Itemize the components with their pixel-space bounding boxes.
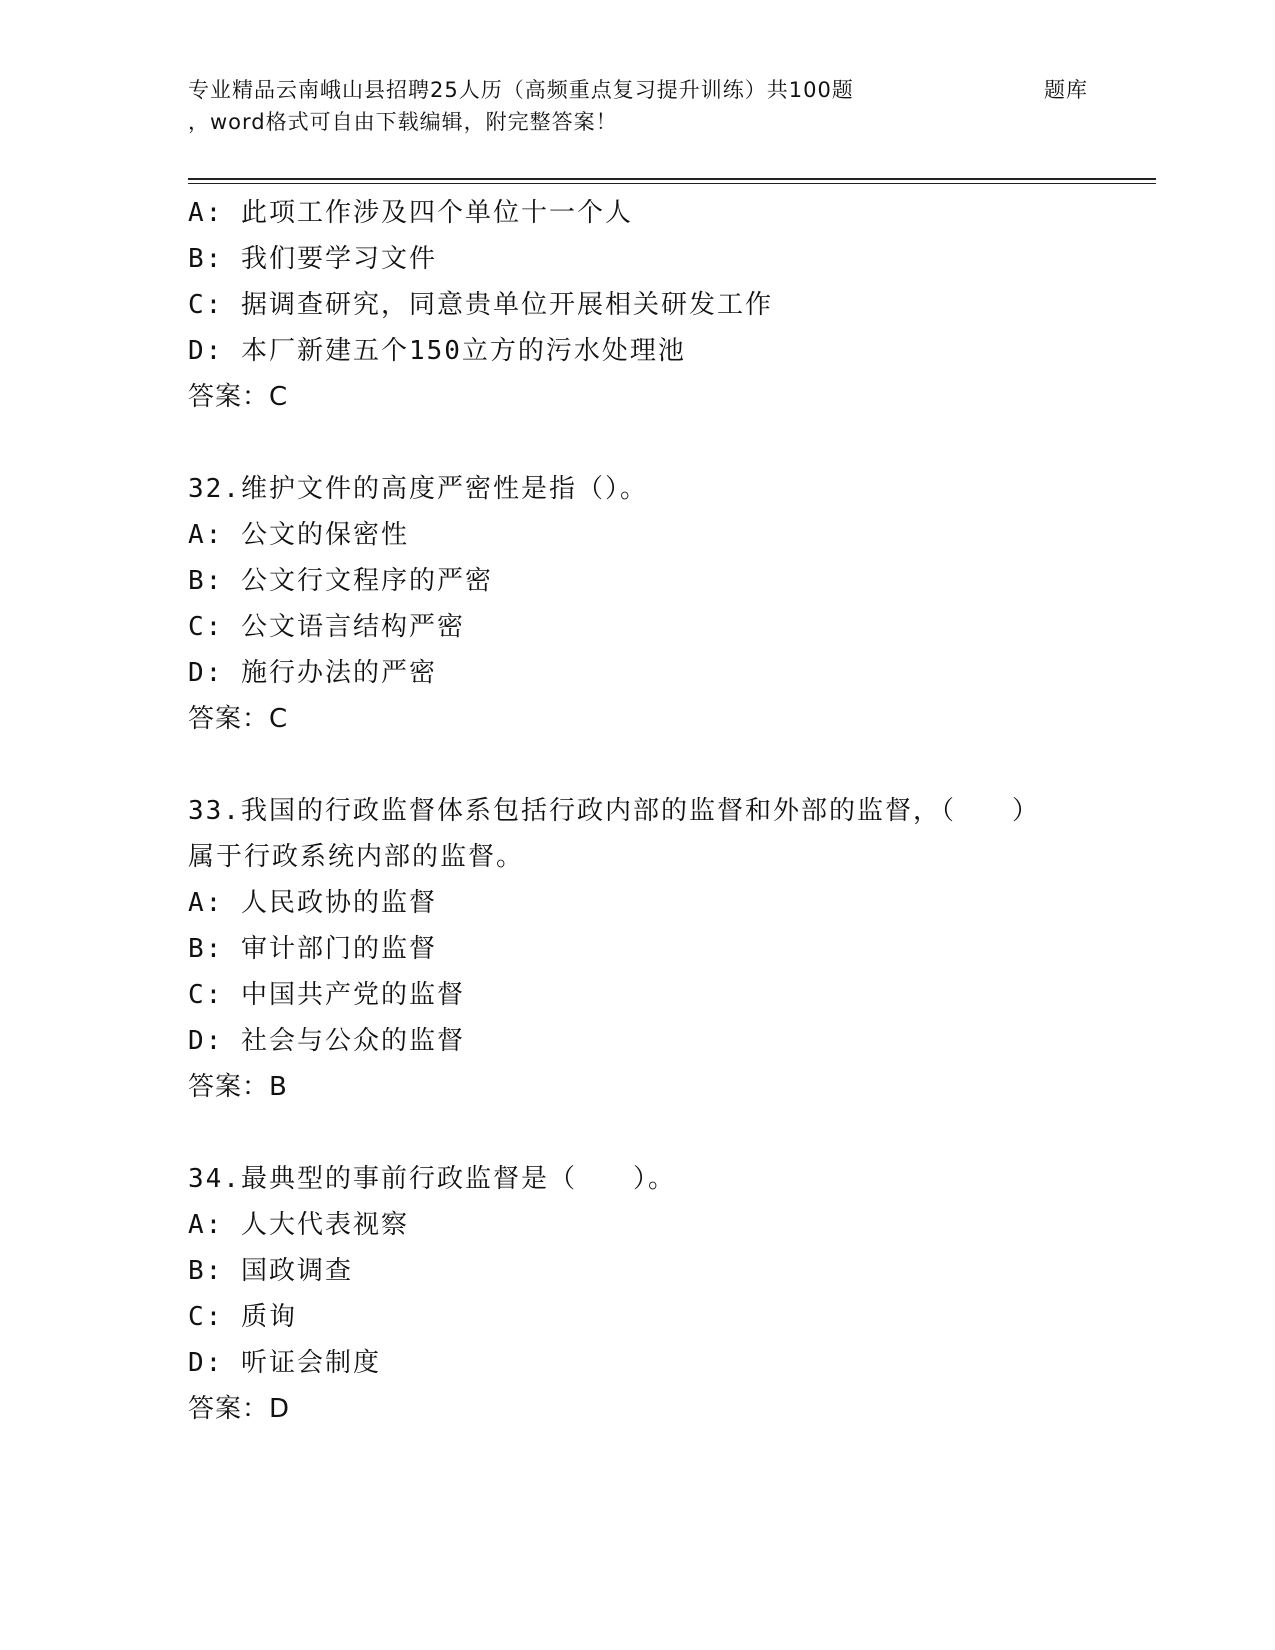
question-text-line2: 属于行政系统内部的监督。 — [188, 842, 525, 872]
answer-text: 答案：C — [188, 382, 289, 412]
option-c: C: 据调查研究，同意贵单位开展相关研发工作 — [188, 290, 773, 320]
option-a: A: 公文的保密性 — [188, 520, 409, 550]
question-33 — [188, 788, 1148, 1110]
question-text: 34.最典型的事前行政监督是（ ）。 — [188, 1164, 676, 1194]
option-a: A: 人大代表视察 — [188, 1210, 409, 1240]
spacer — [188, 742, 1148, 788]
header-divider-thick — [188, 178, 1156, 180]
question-text-line1: 33.我国的行政监督体系包括行政内部的监督和外部的监督，（ ） — [188, 796, 1040, 826]
option-b: B: 国政调查 — [188, 1256, 353, 1286]
option-b: B: 公文行文程序的严密 — [188, 566, 493, 596]
spacer — [188, 420, 1148, 466]
option-b: B: 审计部门的监督 — [188, 934, 437, 964]
header-title-right: 题库 — [1044, 78, 1088, 102]
option-d: D: 施行办法的严密 — [188, 658, 437, 688]
question-32 — [188, 466, 1148, 742]
header-subtitle: ，word格式可自由下载编辑，附完整答案！ — [188, 110, 618, 134]
header-subtitle-line — [188, 106, 1088, 138]
header-divider-thin — [188, 183, 1156, 184]
question-31 — [188, 190, 1148, 420]
option-a: A: 此项工作涉及四个单位十一个人 — [188, 198, 633, 228]
option-b: B: 我们要学习文件 — [188, 244, 437, 274]
question-text: 32.维护文件的高度严密性是指（）。 — [188, 474, 648, 504]
option-d: D: 社会与公众的监督 — [188, 1026, 465, 1056]
spacer — [188, 1110, 1148, 1156]
answer-text: 答案：B — [188, 1072, 288, 1102]
option-c: C: 中国共产党的监督 — [188, 980, 465, 1010]
option-d: D: 听证会制度 — [188, 1348, 381, 1378]
header-title: 专业精品云南峨山县招聘25人历（高频重点复习提升训练）共100题 — [188, 78, 854, 102]
option-a: A: 人民政协的监督 — [188, 888, 437, 918]
answer-text: 答案：D — [188, 1394, 291, 1424]
option-d: D: 本厂新建五个150立方的污水处理池 — [188, 336, 686, 366]
answer-text: 答案：C — [188, 704, 289, 734]
document-header — [188, 74, 1088, 138]
option-c: C: 质询 — [188, 1302, 297, 1332]
option-c: C: 公文语言结构严密 — [188, 612, 465, 642]
header-title-line — [188, 74, 1088, 106]
question-34 — [188, 1156, 1148, 1432]
question-list — [188, 190, 1148, 1432]
